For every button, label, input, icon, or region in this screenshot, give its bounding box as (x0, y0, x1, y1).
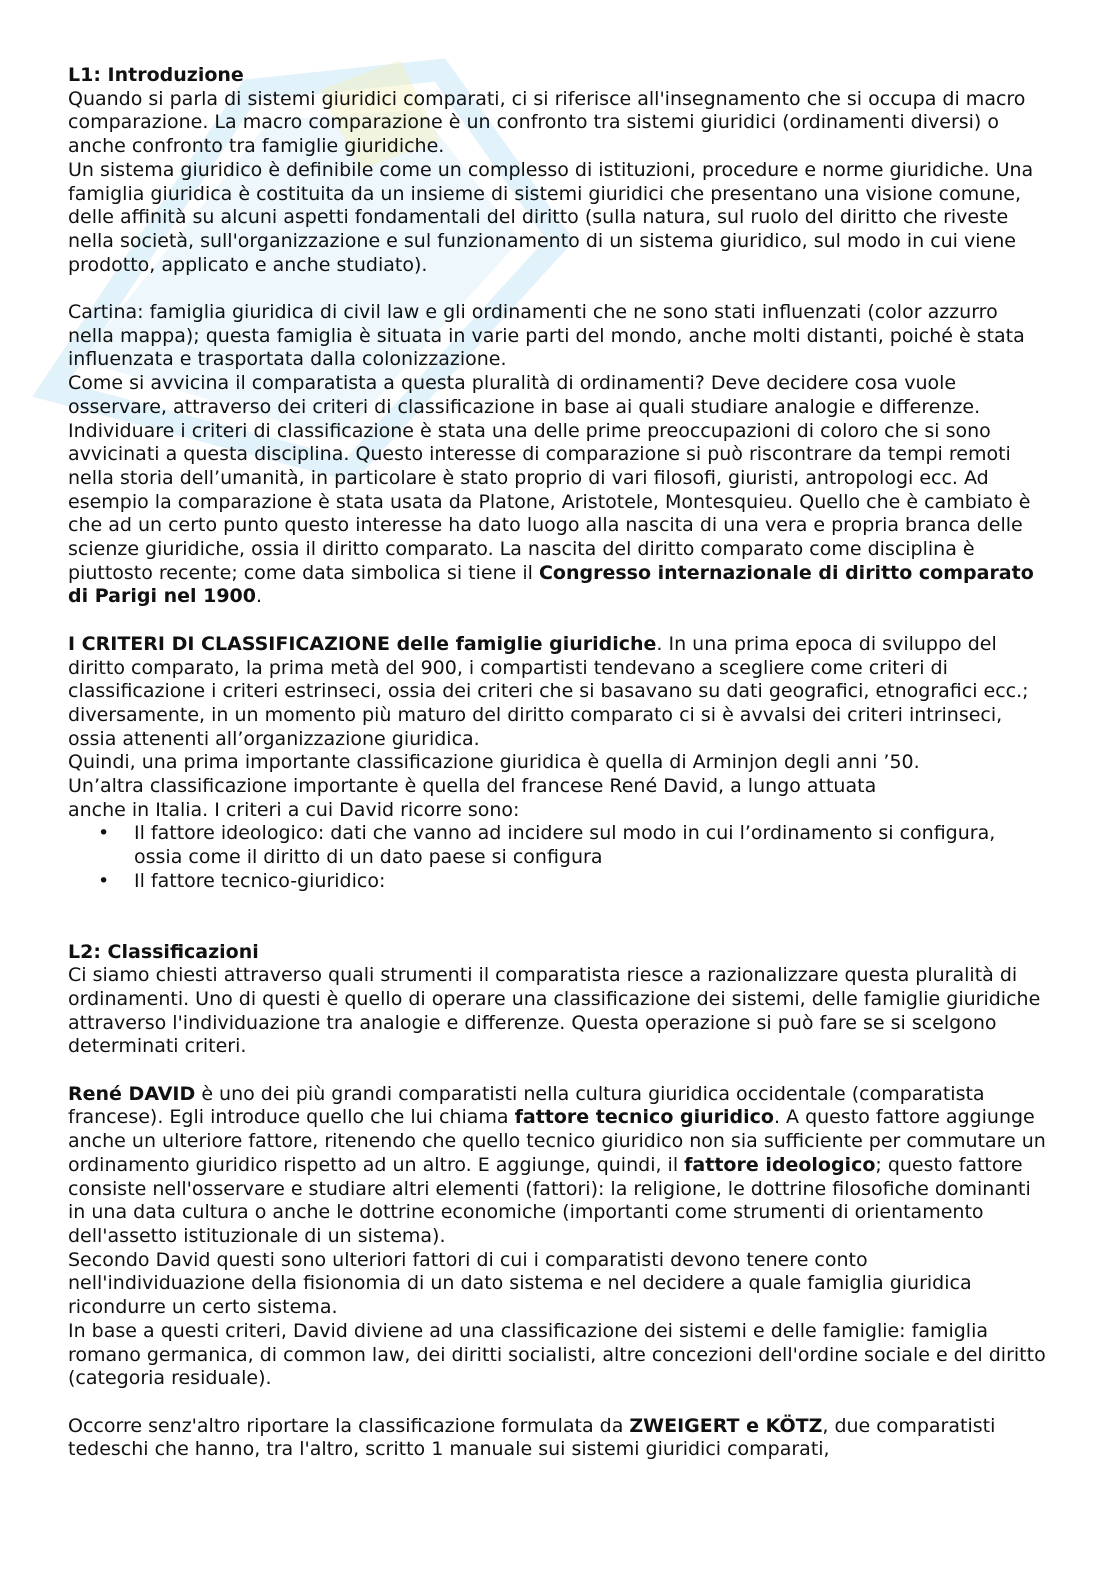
list-item (68, 822, 1048, 869)
bullet-icon: • (98, 869, 110, 892)
paragraph-text: , due comparatisti tedeschi che hanno, tra l'altro, scritto 1 manuale sui sistemi giuridici comparati, (68, 1414, 996, 1461)
bold-text: Congresso internazionale di diritto comparato di Parigi nel 1900 (68, 561, 1034, 608)
list-item-text: Il fattore ideologico: dati che vanno ad incidere sul modo in cui l’ordinamento si configura, ossia come il diritto di un dato paese si configura (134, 822, 996, 869)
paragraph: Ci siamo chiesti attraverso quali strumenti il comparatista riesce a razionalizzare questa pluralità di ordinamenti. Uno di questi è quello di operare una classificazione dei sistemi, delle famiglie giuridiche attraverso l'individuazione tra analogie e differenze. Questa operazione si può fare se si scelgono determinati criteri. (68, 964, 1041, 1058)
paragraph: Un sistema giuridico è definibile come un complesso di istituzioni, procedure e norme giuridiche. Una famiglia giuridica è costituita da un insieme di sistemi giuridici che presentano una visione comune, delle affinità su alcuni aspetti fondamentali del diritto (sulla natura, sul ruolo del diritto che riveste nella società, sull'organizzazione e sul funzionamento di un sistema giuridico, sul modo in cui viene prodotto, applicato e anche studiato). (68, 158, 1034, 276)
document-page (68, 64, 1048, 1462)
paragraph-text: . (256, 585, 263, 608)
bold-text: René DAVID (68, 1082, 196, 1105)
paragraph-line: Un’altra classificazione importante è quella del francese René David, a lungo attuata (68, 775, 877, 798)
list-item-text: Il fattore tecnico-giuridico: (134, 869, 386, 892)
bold-text: I CRITERI DI CLASSIFICAZIONE delle famiglie giuridiche (68, 632, 657, 655)
paragraph (68, 1083, 1048, 1249)
bullet-icon: • (98, 822, 110, 845)
paragraph-text: Occorre senz'altro riportare la classificazione formulata da (68, 1414, 630, 1437)
paragraph-line: anche in Italia. I criteri a cui David ricorre sono: (68, 798, 520, 821)
list-item (68, 870, 1048, 894)
paragraph: Secondo David questi sono ulteriori fattori di cui i comparatisti devono tenere conto nell'individuazione della fisionomia di un dato sistema e nel decidere a quale famiglia giuridica ricondurre un certo sistema. (68, 1248, 972, 1319)
bold-text: fattore tecnico giuridico (514, 1106, 774, 1129)
paragraph: In base a questi criteri, David diviene ad una classificazione dei sistemi e delle famiglie: famiglia romano germanica, di common law, dei diritti socialisti, altre concezioni dell'ordine sociale e del diritto (categoria residuale). (68, 1319, 1046, 1390)
paragraph (68, 372, 1048, 609)
paragraph-text: Come si avvicina il comparatista a questa pluralità di ordinamenti? Deve decidere cosa vuole osservare, attraverso dei criteri di classificazione in base ai quali studiare analogie e differenze. Individuare i criteri di classificazione è stata una delle prime preoccupazioni di coloro che si sono avvicinati a questa disciplina. Questo interesse di comparazione si può riscontrare da tempi remoti nella storia dell’umanità, in particolare è stato proprio di vari filosofi, giuristi, antropologi ecc. Ad esempio la comparazione è stata usata da Platone, Aristotele, Montesquieu. Quello che è cambiato è che ad un certo punto questo interesse ha dato luogo alla nascita di una vera e propria branca delle scienze giuridiche, ossia il diritto comparato. La nascita del diritto comparato come disciplina è piuttosto recente; come data simbolica si tiene il (68, 372, 1031, 584)
paragraph: Cartina: famiglia giuridica di civil law e gli ordinamenti che ne sono stati influenzati (color azzurro nella mappa); questa famiglia è situata in varie parti del mondo, anche molti distanti, poiché è stata influenzata e trasportata dalla colonizzazione. (68, 301, 1025, 371)
paragraph-text: . A questo fattore aggiunge anche un ulteriore fattore, ritenendo che quello tecnico giuridico non sia sufficiente per commutare un ordinamento giuridico rispetto ad un altro. E aggiunge, quindi, il (68, 1106, 1046, 1176)
paragraph: Quando si parla di sistemi giuridici comparati, ci si riferisce all'insegnamento che si occupa di macro comparazione. La macro comparazione è un confronto tra sistemi giuridici (ordinamenti diversi) o anche confronto tra famiglie giuridiche. (68, 87, 1026, 158)
bold-text: ZWEIGERT e KÖTZ (629, 1414, 823, 1437)
paragraph (68, 633, 1048, 752)
paragraph-text: ; questo fattore consiste nell'osservare e studiare altri elementi (fattori): la religione, le dottrine filosofiche dominanti in una data cultura o anche le dottrine economiche (importanti come strumenti di orientamento dell'assetto istituzionale di un sistema). (68, 1153, 1031, 1247)
paragraph-text: è uno dei più grandi comparatisti nella cultura giuridica occidentale (comparatista francese). Egli introduce quello che lui chiama (68, 1082, 985, 1129)
bold-text: fattore ideologico (684, 1153, 876, 1176)
bullet-list (68, 822, 1048, 893)
section-title-l2: L2: Classificazioni (68, 940, 259, 963)
paragraph-text: . In una prima epoca di sviluppo del diritto comparato, la prima metà del 900, i compartisti tendevano a scegliere come criteri di classificazione i criteri estrinseci, ossia dei criteri che si basavano su dati geografici, etnografici ecc.; diversamente, in un momento più maturo del diritto comparato ci si è avvalsi dei criteri intrinseci, ossia attenenti all’organizzazione giuridica. (68, 632, 1029, 750)
section-title-l1: L1: Introduzione (68, 64, 244, 86)
paragraph (68, 1415, 1048, 1462)
paragraph: Quindi, una prima importante classificazione giuridica è quella di Arminjon degli anni ’50. (68, 751, 920, 774)
